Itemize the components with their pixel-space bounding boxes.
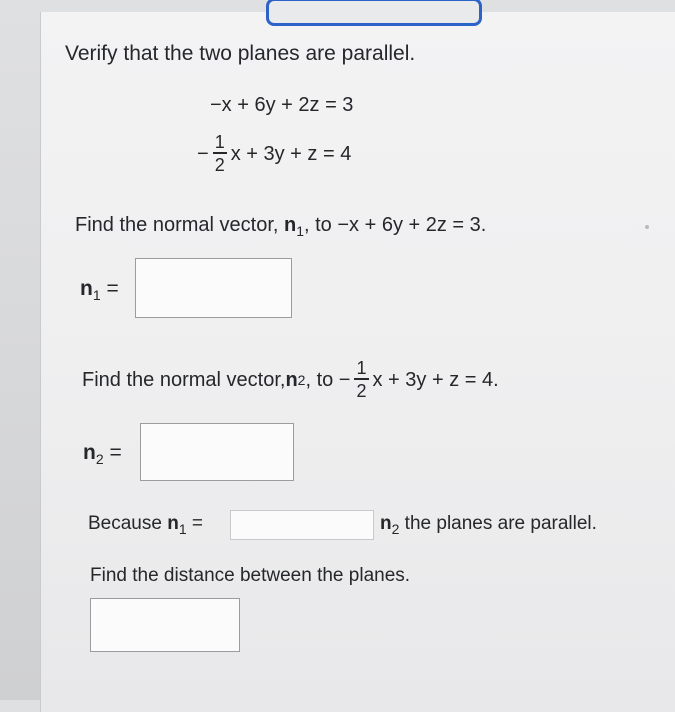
n1-label: $n_1$ =: [80, 277, 119, 304]
question-normal-n2: Find the normal vector, n 2 , to − $\frac{1}{2}$ x + 3y + z = 4.: [82, 358, 499, 401]
plane-equation-2: [197, 132, 351, 176]
n2-answer-input[interactable]: [140, 423, 294, 481]
plane-equation-2-rest: x + 3y + z = 4: [230, 142, 352, 165]
plane-equation-1: −x + 6y + 2z = 3: [210, 94, 354, 116]
top-tab-frame: [266, 0, 482, 26]
n2-label: $n_2$ =: [83, 441, 122, 468]
minus-sign: −: [197, 142, 209, 165]
question-normal-n1: Find the normal vector, $n_1$, to −x + 6y + 2z = 3.: [75, 214, 487, 239]
because-statement-end: $n_2$ the planes are parallel.: [380, 513, 597, 537]
fraction-one-half: $\frac{1}{2}$: [356, 358, 367, 401]
fraction-one-half: $\frac{1}{2}$: [214, 132, 225, 175]
because-statement: Because $n_1$ =: [88, 513, 204, 537]
distance-question: Find the distance between the planes.: [90, 565, 411, 586]
n1-answer-input[interactable]: [135, 258, 292, 318]
problem-title: Verify that the two planes are parallel.: [65, 42, 416, 65]
smudge-dot: [645, 225, 649, 229]
relation-answer-input[interactable]: [230, 510, 374, 540]
distance-answer-input[interactable]: [90, 598, 240, 652]
